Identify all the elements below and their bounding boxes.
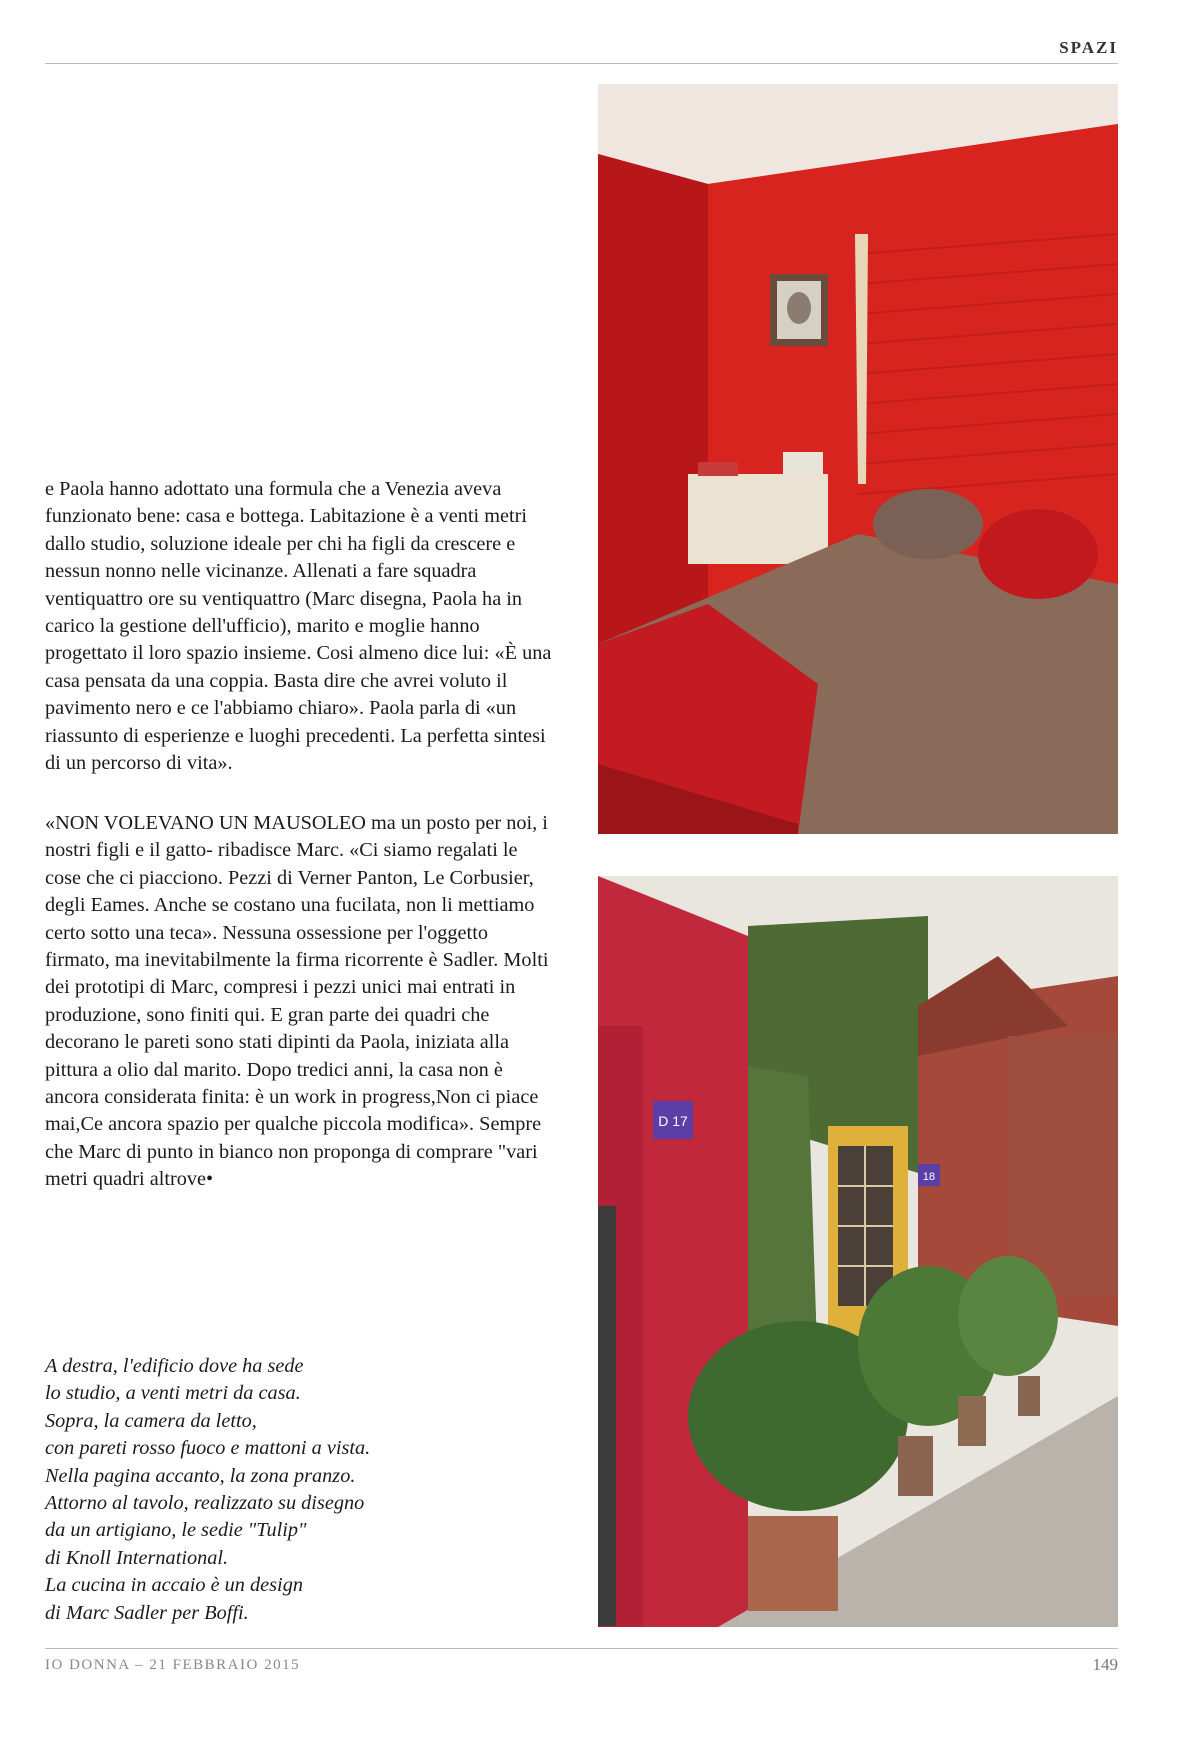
page-number: 149 (1092, 1655, 1118, 1674)
building-sign: D 17 (658, 1113, 688, 1129)
caption-line: di Knoll International. (45, 1546, 229, 1569)
photo-caption (45, 1353, 465, 1627)
building-sign-2: 18 (922, 1171, 936, 1183)
caption-line: Attorno al tavolo, realizzato su disegno (45, 1492, 365, 1515)
caption-line: lo studio, a venti metri da casa. (45, 1382, 301, 1405)
caption-line: Nella pagina accanto, la zona pranzo. (45, 1464, 356, 1487)
header-rule (45, 63, 1118, 64)
caption-line: Sopra, la camera da letto, (45, 1409, 257, 1432)
studio-building-photo (598, 876, 1118, 1627)
footer-rule (45, 1648, 1118, 1649)
section-label: SPAZI (1059, 38, 1118, 57)
magazine-issue: IO DONNA – 21 FEBBRAIO 2015 (45, 1657, 301, 1673)
caption-line: A destra, l'edificio dove ha sede (45, 1355, 304, 1377)
article-paragraph-2: «NON VOLEVANO UN MAUSOLEO ma un posto per noi, i nostri figli e il gatto- ribadisce Marc. «Ci siamo regalati le cose che ci piacciono. Pezzi di Verner Panton, Le Corbusier, degli Eames. Anche se costano una fucilata, non li mettiamo certo sotto una teca». Nessuna ossessione per l'oggetto firmato, ma inevitabilmente la firma ricorrente è Sadler. Molti dei prototipi di Marc, compresi i pezzi unici mai entrati in produzione, sono finiti qui. E gran parte dei quadri che decorano le pareti sono stati dipinti da Paola, iniziata alla pittura a olio dal marito. Dopo tredici anni, la casa non è ancora considerata finita: è un work in progress,Non ci piace mai,Ce ancora spazio per qualche piccola modifica». Sempre che Marc di punto in bianco non proponga di comprare "vari metri quadri altrove• (45, 812, 549, 1191)
caption-line: da un artigiano, le sedie "Tulip" (45, 1519, 307, 1542)
article-paragraph-1: e Paola hanno adottato una formula che a Venezia aveva funzionato bene: casa e bottega. Labitazione è a venti metri dallo studio, soluzione ideale per chi ha figli da crescere e nessun nonno nelle vicinanze. Allenati a fare squadra ventiquattro ore su ventiquattro (Marc disegna, Paola ha in carico la gestione dell'ufficio), marito e moglie hanno progettato il loro spazio insieme. Cosi almeno dice lui: «È una casa pensata da una coppia. Basta dire che avrei voluto il pavimento nero e ce l'abbiamo chiaro». Paola parla di «un riassunto di esperienze e luoghi precedenti. La perfetta sintesi di un percorso di vita». (45, 478, 552, 775)
bedroom-photo (598, 84, 1118, 834)
caption-line: con pareti rosso fuoco e mattoni a vista. (45, 1437, 371, 1460)
caption-line: di Marc Sadler per Boffi. (45, 1601, 249, 1624)
caption-line: La cucina in accaio è un design (45, 1574, 303, 1597)
